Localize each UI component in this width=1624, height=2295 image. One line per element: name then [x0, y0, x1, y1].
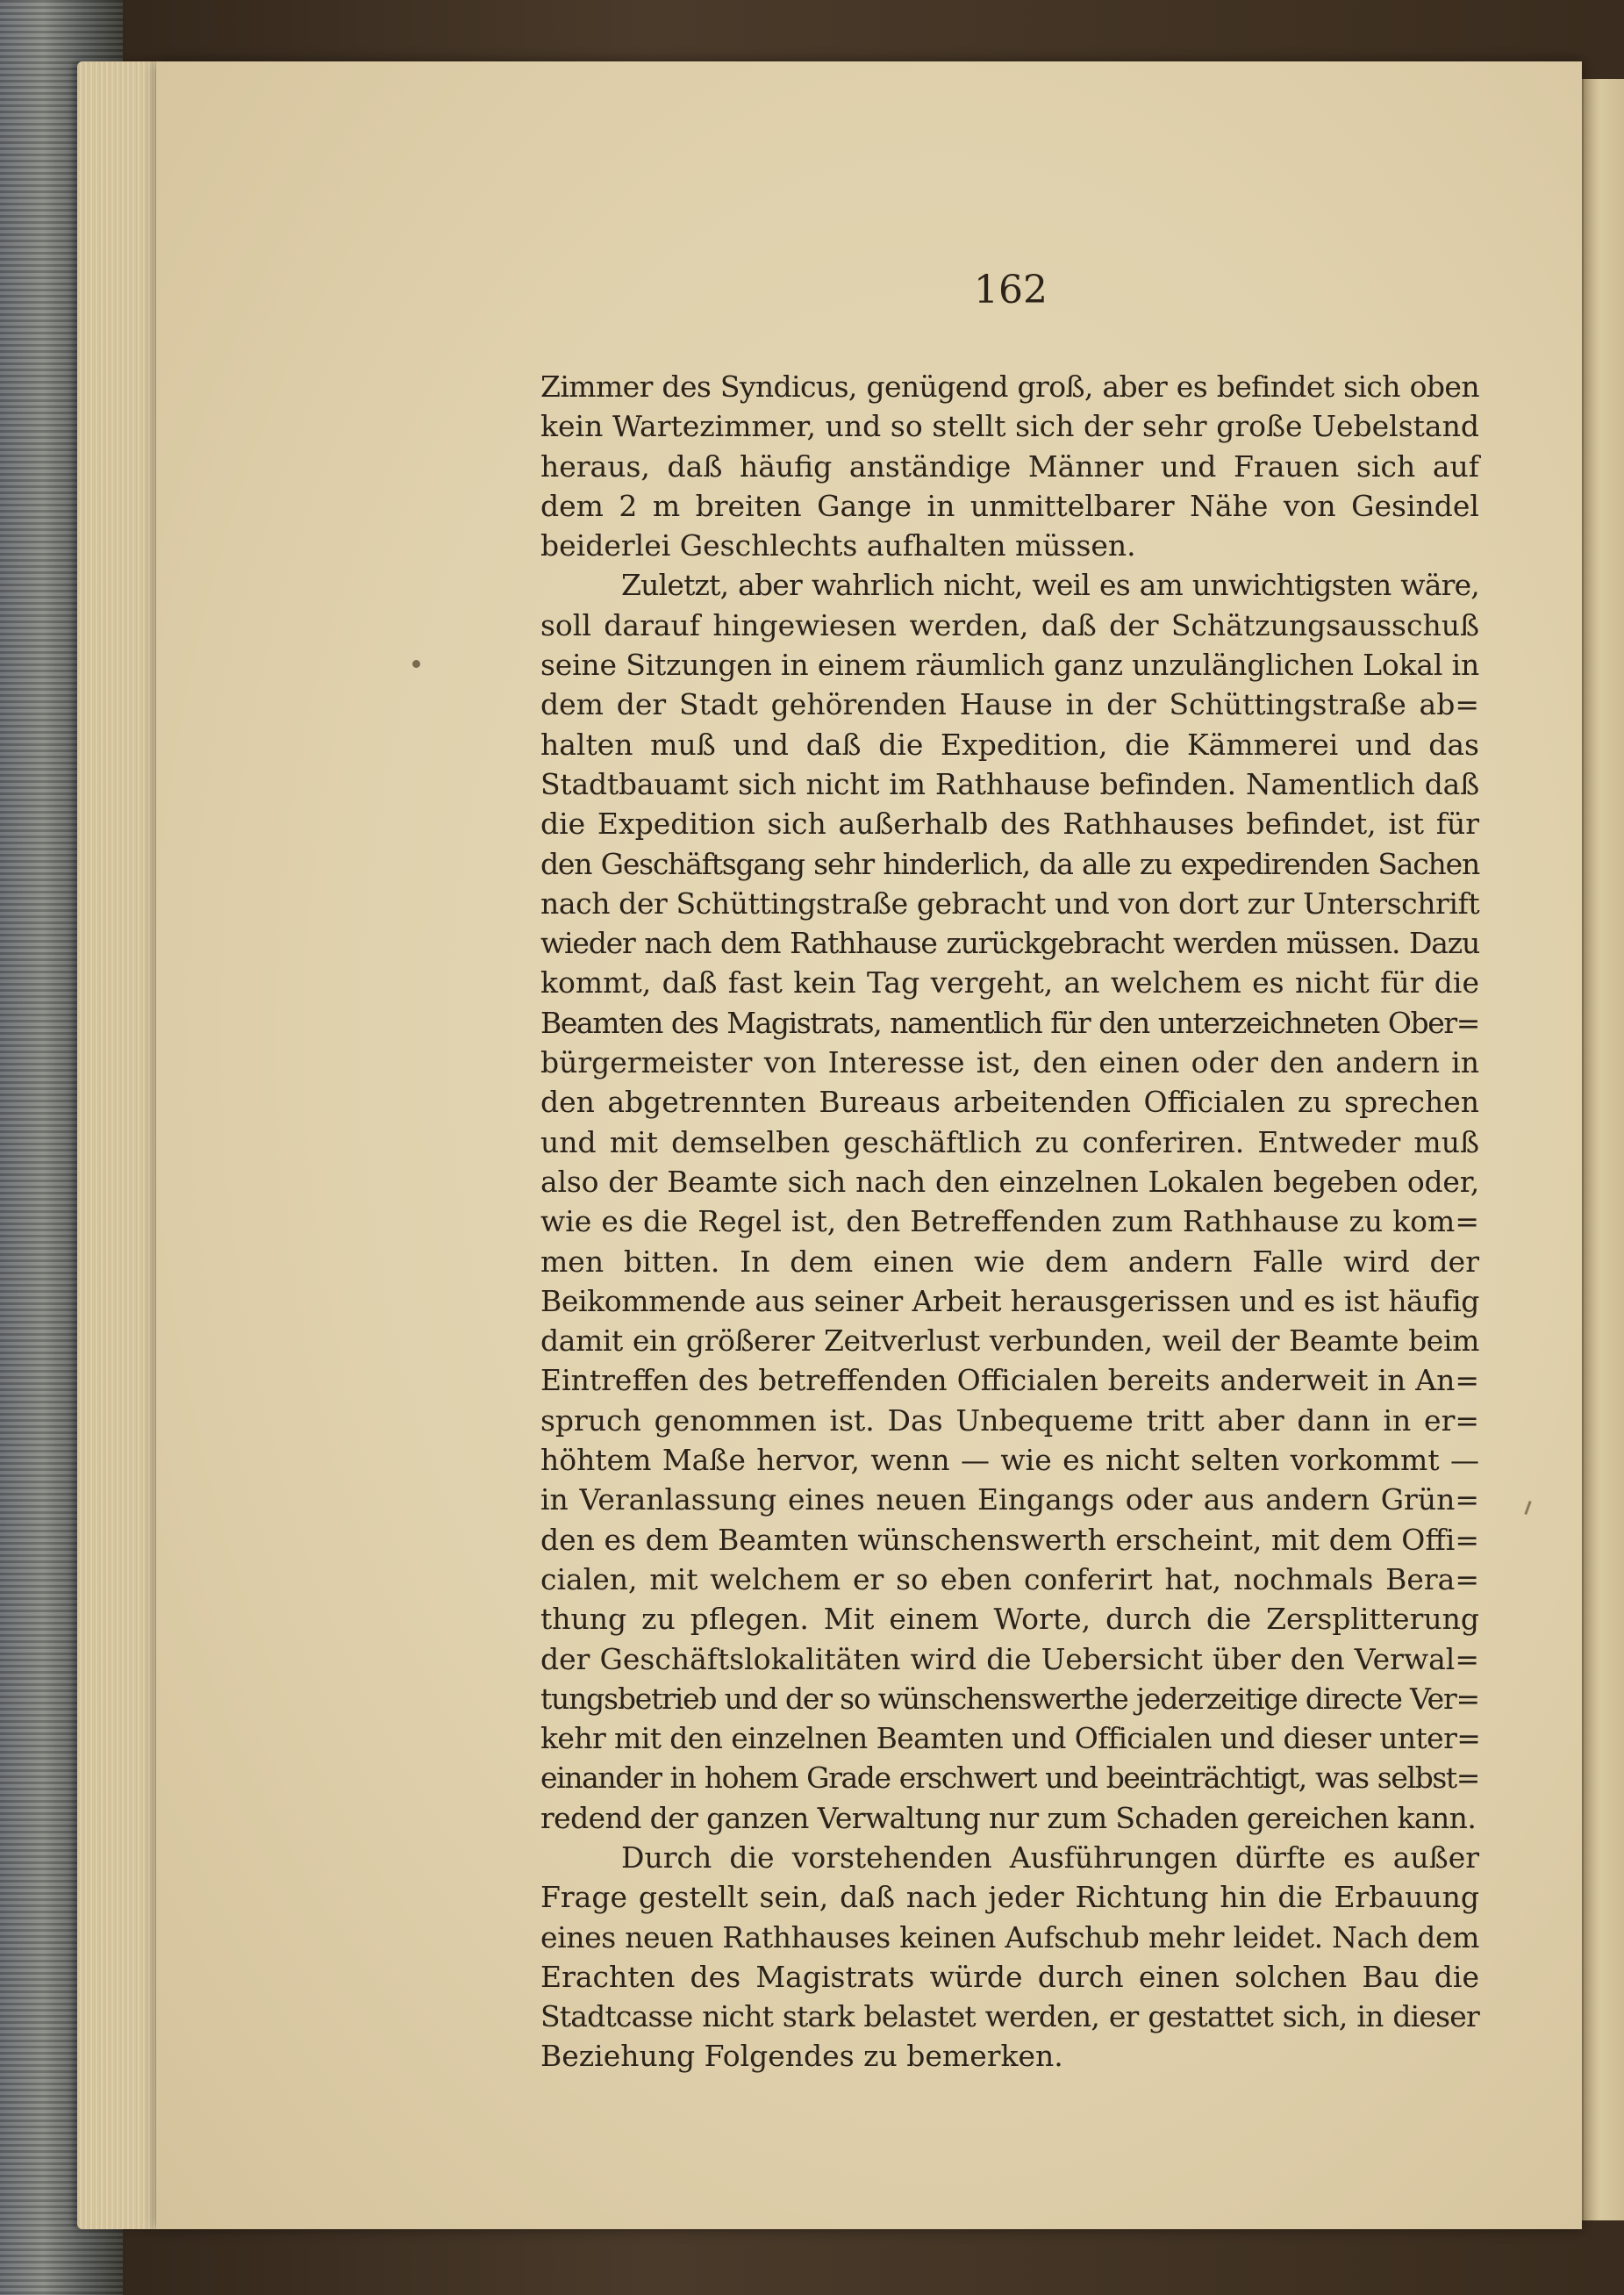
text-line: Beikommende aus seiner Arbeit herausgerissen und es ist häufig — [540, 1283, 1479, 1318]
text-line: in Veranlassung eines neuen Eingangs oder aus andern Grün= — [540, 1482, 1479, 1517]
text-line: und mit demselben geschäftlich zu conferiren. Entweder muß — [540, 1124, 1479, 1159]
text-line: Zimmer des Syndicus, genügend groß, aber es befindet sich oben — [540, 369, 1479, 404]
text-line: beiderlei Geschlechts aufhalten müssen. — [540, 528, 1136, 563]
facing-page-edge — [1582, 79, 1624, 2220]
text-line: die Expedition sich außerhalb des Rathhauses befindet, ist für — [540, 807, 1479, 842]
text-line: Stadtcasse nicht stark belastet werden, er gestattet sich, in dieser — [540, 1999, 1479, 2034]
text-line: Durch die vorstehenden Ausführungen dürfte es außer — [621, 1840, 1479, 1875]
text-line: seine Sitzungen in einem räumlich ganz unzulänglichen Lokal in — [540, 648, 1479, 683]
text-line: redend der ganzen Verwaltung nur zum Schaden gereichen kann. — [540, 1800, 1477, 1835]
text-line: dem der Stadt gehörenden Hause in der Schüttingstraße ab= — [540, 687, 1479, 722]
text-line: thung zu pflegen. Mit einem Worte, durch die Zersplitterung — [540, 1602, 1479, 1637]
text-line: Stadtbauamt sich nicht im Rathhause befinden. Namentlich daß — [540, 766, 1479, 801]
text-line: wie es die Regel ist, den Betreffenden zum Rathhause zu kom= — [540, 1204, 1479, 1239]
text-line: den es dem Beamten wünschenswerth erscheint, mit dem Offi= — [540, 1522, 1479, 1557]
text-line: den Geschäftsgang sehr hinderlich, da alle zu expedirenden Sachen — [540, 846, 1479, 881]
text-line: also der Beamte sich nach den einzelnen Lokalen begeben oder, — [540, 1164, 1479, 1199]
text-line: cialen, mit welchem er so eben conferirt hat, nochmals Bera= — [540, 1561, 1479, 1596]
margin-spot — [412, 660, 420, 668]
text-line: soll darauf hingewiesen werden, daß der Schätzungsausschuß — [540, 607, 1479, 642]
body-text — [540, 367, 1479, 2076]
text-line: Erachten des Magistrats würde durch einen solchen Bau die — [540, 1959, 1479, 1994]
text-line: Beamten des Magistrats, namentlich für den unterzeichneten Ober= — [540, 1005, 1479, 1040]
text-line: halten muß und daß die Expedition, die Kämmerei und das — [540, 727, 1479, 762]
text-line: kehr mit den einzelnen Beamten und Officialen und dieser unter= — [540, 1721, 1481, 1756]
page-stack-edges — [77, 61, 156, 2229]
text-line: damit ein größerer Zeitverlust verbunden, weil der Beamte beim — [540, 1323, 1479, 1359]
text-line: men bitten. In dem einen wie dem andern Falle wird der — [540, 1244, 1479, 1279]
text-line: tungsbetrieb und der so wünschenswerthe jederzeitige directe Ver= — [540, 1681, 1479, 1716]
text-line: Zuletzt, aber wahrlich nicht, weil es am unwichtigsten wäre, — [621, 568, 1479, 603]
text-line: einander in hohem Grade erschwert und beeinträchtigt, was selbst= — [540, 1761, 1479, 1796]
text-line: wieder nach dem Rathhause zurückgebracht werden müssen. Dazu — [540, 926, 1479, 961]
page-number: 162 — [974, 268, 1048, 312]
text-line: dem 2 m breiten Gange in unmittelbarer Nähe von Gesindel — [540, 488, 1479, 523]
text-line: heraus, daß häufig anständige Männer und Frauen sich auf — [540, 448, 1479, 484]
text-line: der Geschäftslokalitäten wird die Uebersicht über den Verwal= — [540, 1641, 1479, 1676]
text-line: Frage gestellt sein, daß nach jeder Richtung hin die Erbauung — [540, 1880, 1479, 1915]
text-line: spruch genommen ist. Das Unbequeme tritt aber dann in er= — [540, 1402, 1479, 1438]
text-line: den abgetrennten Bureaus arbeitenden Officialen zu sprechen — [540, 1085, 1479, 1120]
text-line: eines neuen Rathhauses keinen Aufschub mehr leidet. Nach dem — [540, 1919, 1479, 1954]
text-line: kommt, daß fast kein Tag vergeht, an welchem es nicht für die — [540, 965, 1479, 1000]
text-line: kein Wartezimmer, und so stellt sich der sehr große Uebelstand — [540, 409, 1479, 444]
text-line: bürgermeister von Interesse ist, den einen oder den andern in — [540, 1045, 1479, 1080]
text-line: höhtem Maße hervor, wenn — wie es nicht selten vorkommt — — [540, 1443, 1479, 1478]
text-line: Beziehung Folgendes zu bemerken. — [540, 2039, 1063, 2074]
text-line: Eintreffen des betreffenden Officialen bereits anderweit in An= — [540, 1363, 1479, 1398]
text-line: nach der Schüttingstraße gebracht und von dort zur Unterschrift — [540, 886, 1480, 921]
